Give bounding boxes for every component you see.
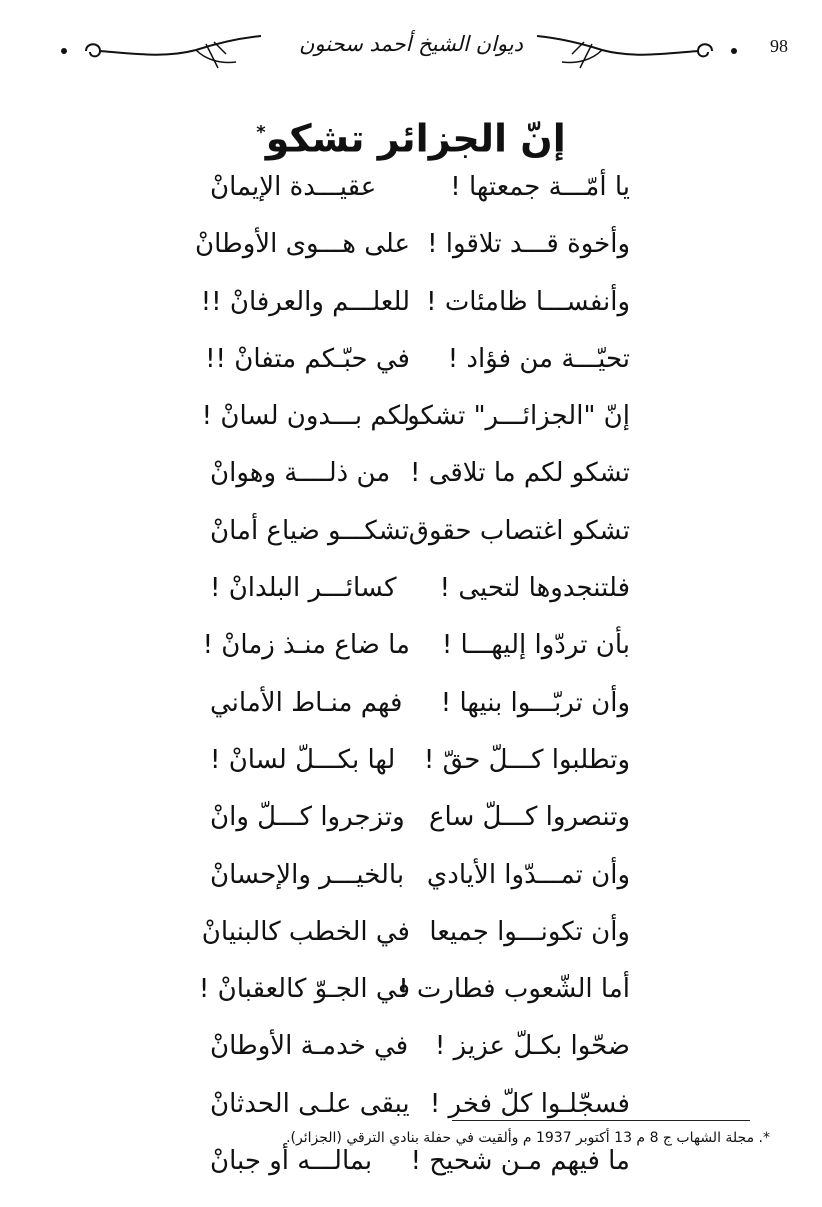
footnote-marker: *: [256, 122, 266, 143]
second-hemistich: لكم بـــدون لسانْ !: [201, 401, 410, 432]
second-hemistich: عقيـــدة الإيمانْ: [210, 172, 377, 202]
decorative-flourish-icon: [534, 24, 744, 74]
first-hemistich: بأن تردّوا إليهـــا !: [441, 630, 630, 661]
first-hemistich: إنّ "الجزائـــر" تشكو: [407, 401, 630, 432]
verse-line: [190, 1140, 630, 1197]
first-hemistich: تحيّـــة من فؤاد !: [447, 343, 630, 374]
verse-line: [190, 624, 630, 681]
verse-line: [190, 739, 630, 796]
verse-line: [190, 281, 630, 338]
second-hemistich: بمالـــه أو جبانْ: [210, 1146, 373, 1177]
verse-line: [190, 682, 630, 739]
book-title: ديوان الشيخ أحمد سحنون: [299, 32, 523, 56]
second-hemistich: ما ضاع منـذ زمانْ !: [202, 630, 410, 661]
verse-line: [190, 395, 630, 452]
second-hemistich: فهم منـاط الأماني: [210, 687, 403, 718]
first-hemistich: يا أمّـــة جمعتها !: [450, 172, 630, 202]
first-hemistich: تشكو لكم ما تلاقى !: [410, 458, 630, 489]
verse-line: [190, 338, 630, 395]
first-hemistich: ما فيهم مـن شحيح !: [410, 1146, 630, 1177]
first-hemistich: ضحّوا بكـلّ عزيز !: [434, 1031, 630, 1062]
second-hemistich: من ذلــــة وهوانْ: [210, 458, 391, 489]
verse-line: [190, 854, 630, 911]
page-number: 98: [770, 36, 788, 56]
first-hemistich: وأن تمـــدّوا الأيادي: [426, 859, 630, 890]
first-hemistich: تشكو اغتصاب حقوق: [408, 515, 630, 546]
second-hemistich: على هـــوى الأوطانْ: [195, 229, 410, 260]
first-hemistich: وأخوة قـــد تلاقوا !: [427, 229, 630, 260]
second-hemistich: يبقى علـى الحدثانْ: [210, 1088, 410, 1119]
verse-line: [190, 567, 630, 624]
second-hemistich: في الخطب كالبنيانْ: [201, 916, 410, 947]
verse-line: [190, 796, 630, 853]
second-hemistich: بالخيـــر والإحسانْ: [210, 859, 405, 890]
verse-line: [190, 166, 630, 223]
second-hemistich: للعلـــم والعرفانْ !!: [200, 286, 410, 317]
page-header: [50, 20, 788, 76]
verse-line: [190, 1025, 630, 1082]
first-hemistich: أما الشّعوب فطارت !: [398, 974, 630, 1005]
verse-line: [190, 452, 630, 509]
second-hemistich: تشكـــو ضياع أمانْ: [210, 515, 410, 546]
footnote-divider: [452, 1120, 750, 1121]
second-hemistich: وتزجروا كـــلّ وانْ: [210, 802, 405, 833]
poem-title: [0, 108, 822, 164]
first-hemistich: وأن تكونـــوا جميعا: [429, 916, 630, 947]
first-hemistich: وأنفســـا ظامئات !: [426, 286, 630, 317]
first-hemistich: فسجّلـوا كلّ فخر !: [429, 1088, 630, 1119]
second-hemistich: في خدمـة الأوطانْ: [210, 1031, 409, 1062]
footnote: *. مجلة الشهاب ج 8 م 13 أكتوبر 1937 م وألقيت في حفلة بنادي الترقي (الجزائر).: [286, 1130, 770, 1146]
first-hemistich: فلتنجدوها لتحيى !: [439, 573, 630, 604]
poem-body: [190, 166, 630, 1197]
verse-line: [190, 223, 630, 280]
first-hemistich: وتنصروا كـــلّ ساع: [429, 802, 630, 833]
verse-line: [190, 510, 630, 567]
second-hemistich: في حبّـكم متفانْ !!: [205, 343, 410, 374]
poem-title-text: إنّ الجزائر تشكو: [265, 116, 566, 161]
first-hemistich: وتطلبوا كـــلّ حقّ !: [423, 744, 630, 775]
first-hemistich: وأن تربّـــوا بنيها !: [440, 687, 630, 718]
second-hemistich: في الجـوّ كالعقبانْ !: [198, 974, 410, 1005]
verse-line: [190, 968, 630, 1025]
verse-line: [190, 911, 630, 968]
second-hemistich: لها بكـــلّ لسانْ !: [210, 744, 396, 775]
second-hemistich: كسائـــر البلدانْ !: [210, 573, 397, 604]
